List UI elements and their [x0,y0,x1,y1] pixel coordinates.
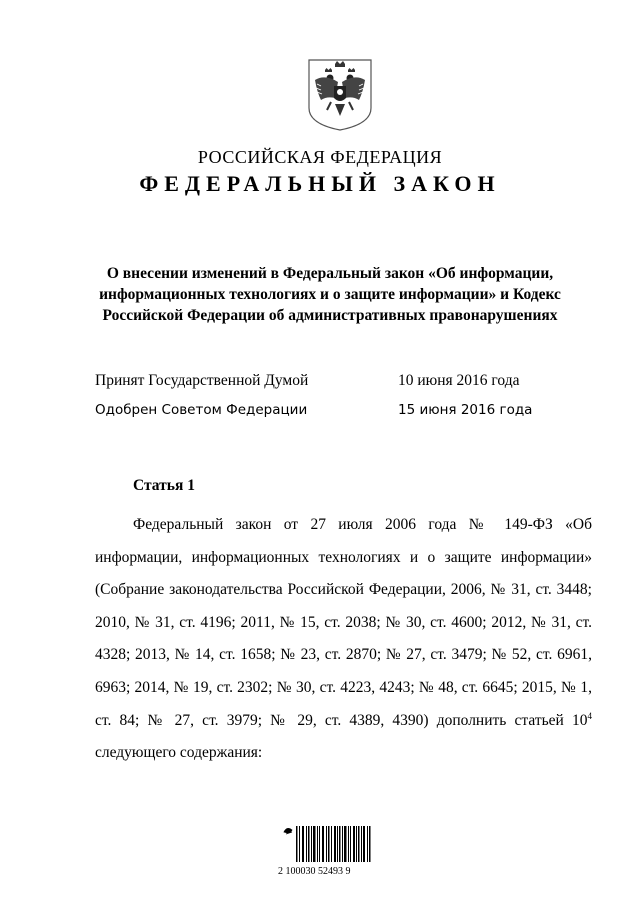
barcode-number: 2 100030 52493 9 [278,866,351,877]
article-superscript: 4 [587,710,592,721]
adoption-label: Принят Государственной Думой [95,372,309,389]
adoption-label: Одобрен Советом Федерации [95,402,308,418]
document-type: ФЕДЕРАЛЬНЫЙ ЗАКОН [139,171,501,196]
article-heading: Статья 1 [133,477,195,494]
article-text: Федеральный закон от 27 июля 2006 года № 149-ФЗ «Об информации, информационных технологиях и о защите информации» (Собрание законодательства Российской Федерации, 2006, № 31, ст. 3448; 2010, № 31, ст. 4196; 2011, № 15, ст. 2038; № 30, ст. 4600; 2012, № 31, ст. 4328; 2013, № 14, ст. 1658; № 23, ст. 2870; № 27, ст. 3479; № 52, ст. 6961, 6963; 2014, № 19, ст. 2302; № 30, ст. 4223, 4243; № 48, ст. 6645; 2015, № 1, ст. 84; № 27, ст. 3979; № 29, ст. 4389, 4390) дополнить статьей 10 [95,516,592,729]
article-text-end: следующего содержания: [95,744,263,762]
country-name: РОССИЙСКАЯ ФЕДЕРАЦИЯ [197,147,443,167]
adoption-date: 15 июня 2016 года [398,402,533,418]
adoption-date: 10 июня 2016 года [398,372,520,389]
article-body [95,509,592,770]
law-title: О внесении изменений в Федеральный закон «Об информации, информационных технологиях и о защите информации» и Кодекс Российской Федерации об административных правонарушениях [99,265,561,324]
coat-of-arms-icon [305,56,375,132]
